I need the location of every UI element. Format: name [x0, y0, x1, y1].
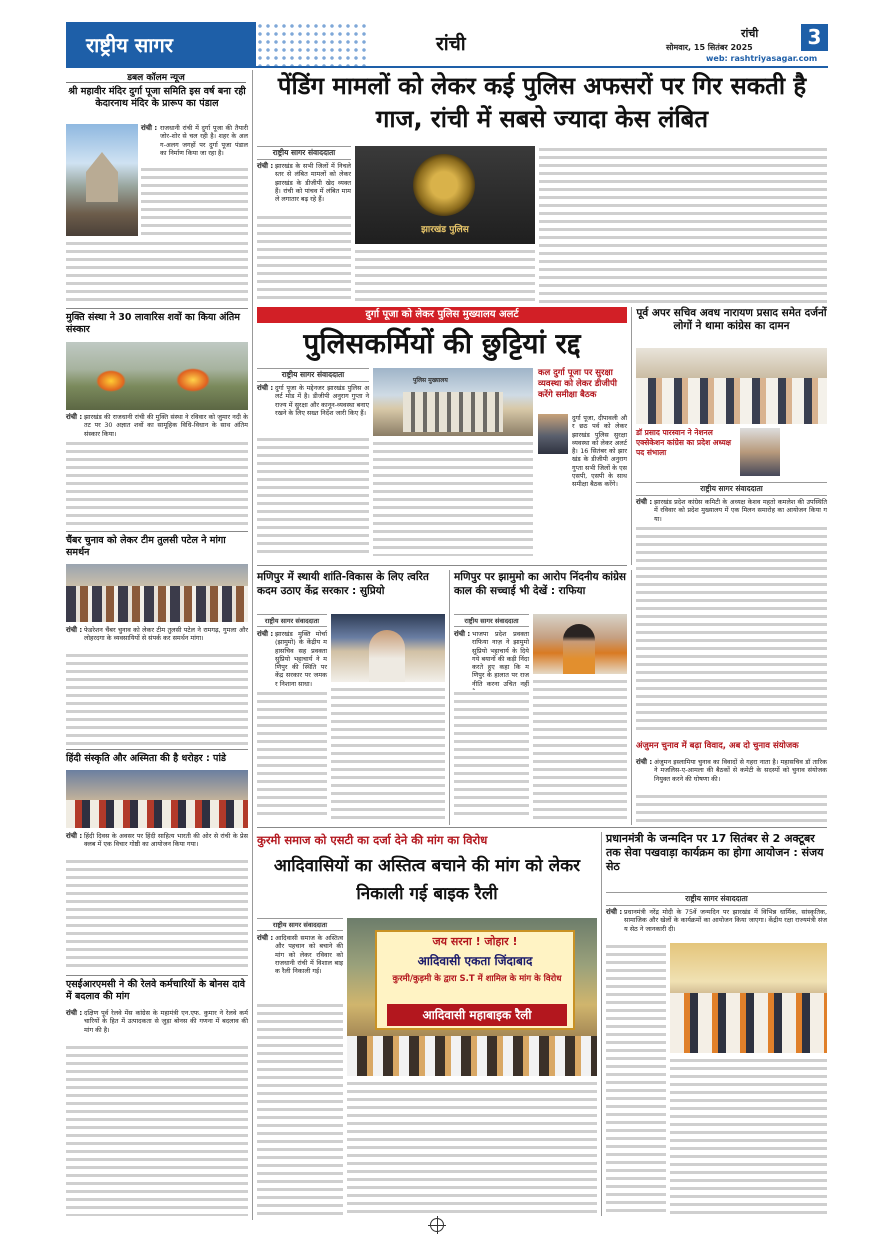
- congress-dateline: रांची :: [636, 498, 653, 506]
- manipur-lead: झारखंड मुक्ति मोर्चा (झामुमो) के केंद्रीय महासचिव सह प्रवक्ता सुप्रियो भट्टाचार्य ने मणिपुर की स्थिति पर केंद्र सरकार पर जमकर निशाना साधा।: [275, 630, 327, 688]
- website[interactable]: web: rashtriyasagar.com: [706, 54, 818, 63]
- lead-byline: राष्ट्रीय सागर संवाददाता: [257, 146, 351, 160]
- rafia-photo: [533, 614, 627, 674]
- alert-banner-text: दुर्गा पूजा को लेकर पुलिस मुख्यालय अलर्ट: [365, 309, 519, 320]
- sidebar-story-4-dateline: रांची :: [66, 832, 83, 840]
- police-hq-photo: [373, 368, 533, 436]
- pm-byline: राष्ट्रीय सागर संवाददाता: [606, 892, 827, 906]
- pm-lead: प्रधानमंत्री नरेंद्र मोदी के 75वें जन्मदिन पर झारखंड में विभिन्न धार्मिक, सांस्कृतिक, सामाजिक और खेलों के कार्यक्रमों का आयोजन किया जाएगा। केंद्रीय रक्षा राज्यमंत्री संजय सेठ ने जानकारी दी।: [624, 908, 827, 933]
- hindi-event-photo: [66, 770, 248, 828]
- rally-banner-line3: कुरमी/कुड़मी के द्वारा S.T में शामिल के मांग के विरोध: [392, 974, 562, 984]
- manipur-headline: मणिपुर में स्थायी शांति-विकास के लिए त्वरित कदम उठाए केंद्र सरकार : सुप्रियो: [257, 571, 429, 597]
- kurmi-headline: आदिवासियों का अस्तित्व बचाने की मांग को लेकर निकाली गई बाइक रैली: [273, 856, 581, 904]
- sidebar-story-1-lead: राजधानी रांची में दुर्गा पूजा की तैयारी जोर-शोर से चल रही है। शहर के अलग-अलग जगहों पर दुर्गा पूजा पंडाल का निर्माण किया जा रहा है।: [160, 124, 248, 157]
- city-name: रांची: [436, 33, 466, 55]
- paper-name: राष्ट्रीय सागर: [86, 33, 173, 57]
- rafia-dateline: रांची :: [454, 630, 471, 638]
- masthead-city: रांची: [741, 27, 759, 40]
- congress-byline: राष्ट्रीय सागर संवाददाता: [636, 482, 827, 496]
- sanjay-seth-photo: [670, 943, 827, 1053]
- sidebar-story-3-headline: चैंबर चुनाव को लेकर टीम तुलसी पटेल ने मांगा समर्थन: [66, 535, 226, 558]
- manipur-dateline: रांची :: [257, 630, 274, 638]
- manipur-byline: राष्ट्रीय सागर संवाददाता: [257, 614, 327, 627]
- chamber-photo: [66, 564, 248, 622]
- bike-rally-photo: [347, 918, 597, 1076]
- kurmi-kicker: कुरमी समाज को एसटी का दर्जा देने की मांग का विरोध: [257, 833, 488, 847]
- leave-photo-caption: पुलिस मुख्यालय: [413, 377, 448, 384]
- leave-lead: दुर्गा पूजा के मद्देनजर झारखंड पुलिस अलर्ट मोड में है। डीजीपी अनुराग गुप्ता ने राज्य में सुरक्षा और कानून-व्यवस्था बनाए रखने के लिए सख्त निर्देश जारी किए हैं।: [275, 384, 369, 417]
- rally-banner-line2: आदिवासी एकता जिंदाबाद: [417, 954, 533, 968]
- sub-headline: कल दुर्गा पूजा पर सुरक्षा व्यवस्था को लेकर डीजीपी करेंगे समीक्षा बैठक: [538, 368, 617, 400]
- paper-name-box: [66, 22, 256, 66]
- lead-lead: झारखंड के सभी जिलों में निचले स्तर से लंबित मामलों को लेकर झारखंड के डीजीपी खेद व्यक्त हैं। रांची को पांचव में लंबित मामले लगातार बढ़ रहे हैं।: [275, 162, 351, 204]
- sub-lead: दुर्गा पूजा, दीपावली और छठ पर्व को लेकर झारखंड पुलिस सुरक्षा व्यवस्था को लेकर अलर्ट है। 16 सितंबर को झारखंड के डीजीपी अनुराग गुप्ता सभी जिलों के एसएसपी, एसपी के साथ समीक्षा बैठक करेंगे।: [572, 414, 627, 489]
- sidebar-story-5-lead: दक्षिण पूर्व रेलवे मेंस कांग्रेस के महामंत्री एन.एफ. कुमार ने रेलवे कर्मचारियों के हित में उत्पादकता से जुड़ा बोनस की गणना में बदलाव की मांग की है।: [84, 1009, 248, 1034]
- kurmi-lead: आदिवासी समाज के अस्तित्व और पहचान को बचाने की मांग को लेकर रविवार को राजधानी रांची में विशाल बाइक रैली निकाली गई।: [275, 934, 343, 976]
- kurmi-byline: राष्ट्रीय सागर संवाददाता: [257, 918, 343, 931]
- page-number: 3: [801, 24, 828, 51]
- rally-banner-line4: आदिवासी महाबाइक रैली: [387, 1004, 567, 1026]
- kurmi-dateline: रांची :: [257, 934, 274, 942]
- sidebar-story-5-headline: एसईआरएमसी ने की रेलवे कर्मचारियों के बोनस दावे में बदलाव की मांग: [66, 979, 245, 1002]
- sidebar-story-2-headline: मुक्ति संस्था ने 30 लावारिस शवों का किया अंतिम संस्कार: [66, 312, 240, 335]
- temple-photo: [66, 124, 138, 236]
- police-logo-photo: [355, 146, 535, 244]
- election-lead: अंजुमन इस्लामिया चुनाव का विवादों से गहरा नाता है। महासचिव डॉ तारिक ने मजलिस-ए-आमला की बैठकों से कमेटी के सदस्यों को चुनाव संयोजक नियुक्त करने की घोषणा की।: [654, 758, 827, 783]
- lead-dateline: रांची :: [257, 162, 274, 170]
- sidebar-story-4-headline: हिंदी संस्कृति और अस्मिता की है धरोहर : पांडे: [66, 753, 226, 764]
- congress-photo: [636, 348, 827, 424]
- sidebar-story-1-headline: श्री महावीर मंदिर दुर्गा पूजा समिति इस वर्ष बना रही केदारनाथ मंदिर के प्रारूप का पंडाल: [68, 86, 246, 109]
- rally-banner: [375, 930, 575, 1030]
- sidebar-story-2-lead: झारखंड की राजधानी रांची की मुक्ति संस्था ने रविवार को जुमार नदी के तट पर 30 अज्ञात शवों का सामूहिक विधि-विधान के साथ अंतिम संस्कार किया।: [84, 413, 248, 438]
- congress-headline: पूर्व अपर सचिव अवध नारायण प्रसाद समेत दर्जनों लोगों ने थामा कांग्रेस का दामन: [636, 307, 827, 332]
- sidebar-story-2-dateline: रांची :: [66, 413, 83, 421]
- date-line: सोमवार, 15 सितंबर 2025: [666, 43, 753, 52]
- masthead: [66, 22, 828, 68]
- sidebar-story-4-lead: हिंदी दिवस के अवसर पर हिंदी साहित्य भारती की ओर से रांची के प्रेस क्लब में एक विचार गोष्ठी का आयोजन किया गया।: [84, 832, 248, 849]
- sidebar-story-5-dateline: रांची :: [66, 1009, 83, 1017]
- footer-crosshair-icon: [430, 1218, 444, 1232]
- election-dateline: रांची :: [636, 758, 653, 766]
- leave-dateline: रांची :: [257, 384, 274, 392]
- sidebar-section-label: डबल कॉलम न्यूज: [66, 70, 246, 83]
- alert-banner: [257, 307, 627, 323]
- supriyo-photo: [331, 614, 445, 682]
- leave-headline: पुलिसकर्मियों की छुट्टियां रद्द: [303, 327, 581, 360]
- sidebar-story-3-dateline: रांची :: [66, 626, 83, 634]
- pm-headline: प्रधानमंत्री के जन्मदिन पर 17 सितंबर से 2 अक्टूबर तक सेवा पखवाड़ा कार्यक्रम का होगा आयोजन : संजय सेठ: [606, 832, 824, 873]
- sidebar-story-3-lead: फेडरेशन चैंबर चुनाव को लेकर टीम तुलसी पटेल ने रामगढ़, गुमला और लोहरदगा के व्यवसायियों से संपर्क कर समर्थन मांगा।: [84, 626, 248, 643]
- sidebar-story-1-dateline: रांची :: [141, 124, 158, 132]
- rafia-byline: राष्ट्रीय सागर संवाददाता: [454, 614, 529, 627]
- masthead-rule: [66, 66, 828, 68]
- rafia-lead: भाजपा प्रदेश प्रवक्ता राफिया नाज़ ने झामुमो सुप्रियो भट्टाचार्य के दिये गये बयानों की कड़ी निंदा करते हुए कहा कि मणिपुर के हालात पर राजनीति करना उचित नहीं: [472, 630, 529, 688]
- pm-dateline: रांची :: [606, 908, 623, 916]
- lead-photo-caption: झारखंड पुलिस: [421, 225, 469, 235]
- congress-inset-photo: [740, 428, 780, 476]
- rafia-headline: मणिपुर पर झामुमो का आरोप निंदनीय कांग्रेस काल की सच्चाई भी देखें : राफिया: [454, 571, 627, 597]
- cremation-photo: [66, 342, 248, 410]
- masthead-dots: [256, 22, 366, 66]
- congress-lead: झारखंड प्रदेश कांग्रेस कमिटी के अध्यक्ष केशव महतो कमलेश की उपस्थिति में रविवार को प्रदेश मुख्यालय में एक मिलन समारोह का आयोजन किया गया।: [654, 498, 827, 523]
- leave-byline: राष्ट्रीय सागर संवाददाता: [257, 368, 369, 382]
- lead-headline: पेंडिंग मामलों को लेकर कई पुलिस अफसरों पर गिर सकती है गाज, रांची में सबसे ज्यादा केस लंबित: [277, 72, 807, 133]
- dgp-photo: [538, 414, 568, 454]
- election-headline: अंजुमन चुनाव में बढ़ा विवाद, अब दो चुनाव संयोजक: [636, 741, 799, 751]
- congress-photo-caption: डॉ प्रसाद पारस्वान ने नेशनल एक्सेकेशन कांग्रेस का प्रदेश अध्यक्ष पद संभाला: [636, 428, 732, 457]
- rally-banner-line1: जय सरना ! जोहार !: [432, 935, 518, 948]
